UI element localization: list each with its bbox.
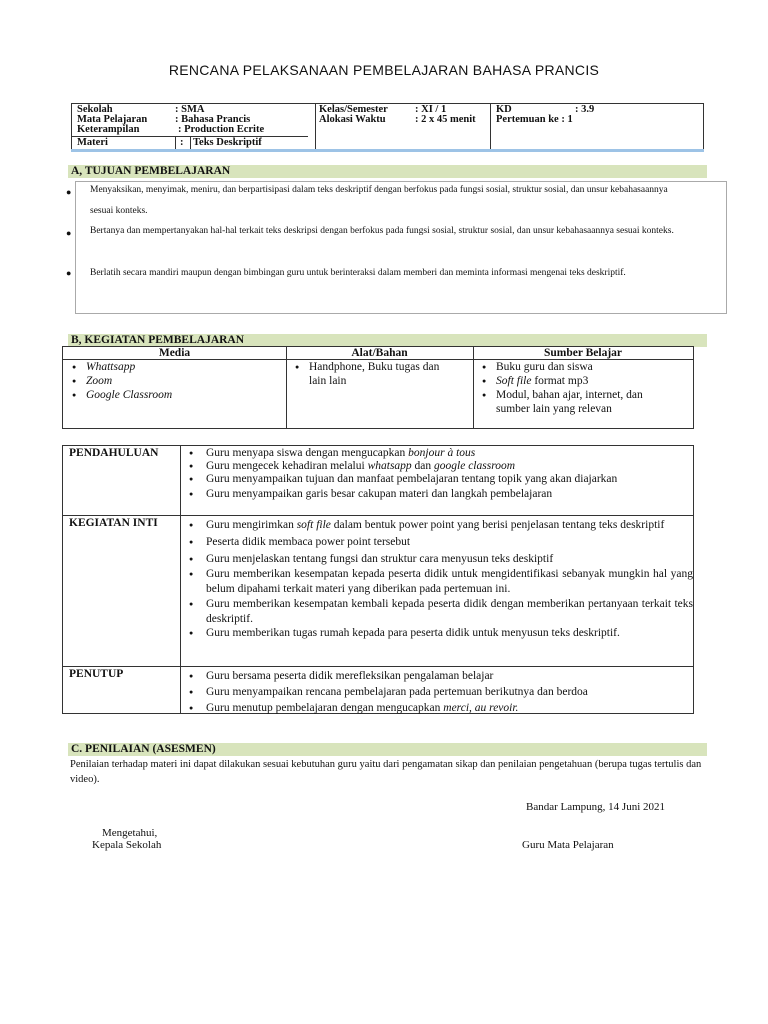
pertemuan-label: Pertemuan ke : 1 — [496, 114, 573, 125]
list-item: ● Buku guru dan siswa — [479, 360, 659, 374]
info-divider — [315, 104, 316, 149]
info-bottom-bar — [71, 149, 704, 152]
materi-colon: : — [180, 137, 184, 148]
sekolah-label: Sekolah — [77, 104, 113, 115]
table-divider — [180, 446, 181, 713]
italic-text: bonjour à tous — [408, 447, 476, 459]
media-list — [69, 360, 279, 402]
col-header-alat: Alat/Bahan — [351, 347, 408, 359]
principal-label: Kepala Sekolah — [92, 839, 162, 851]
list-item: ● Guru menyampaikan tujuan dan manfaat pembelajaran tentang topik yang akan diajarkan — [186, 473, 693, 486]
materi-label: Materi — [77, 137, 108, 148]
italic-text: soft file — [296, 519, 331, 531]
alat-list — [292, 360, 452, 388]
mapel-label: Mata Pelajaran — [77, 114, 148, 125]
bullet-icon: ● — [66, 228, 72, 238]
place-date: Bandar Lampung, 14 Juni 2021 — [526, 801, 666, 813]
teacher-label: Guru Mata Pelajaran — [522, 839, 614, 851]
phase-kegiatan-inti: KEGIATAN INTI — [69, 517, 158, 529]
list-item: ● Modul, bahan ajar, internet, dan sumber lain yang relevan — [479, 388, 659, 416]
text: Guru mengirimkan — [206, 519, 297, 531]
list-item: ● Guru memberikan kesempatan kepada peserta didik untuk mengidentifikasi sebanyak mungkin hal yang belum dipahami terkait materi yang diberikan pada pertemuan ini. — [186, 567, 693, 597]
info-divider — [190, 136, 191, 149]
list-item: ● Zoom — [69, 374, 279, 388]
list-item: ● Guru memberikan tugas rumah kepada para peserta didik untuk menyusun teks deskriptif. — [186, 627, 693, 640]
activities-table — [62, 445, 694, 714]
list-item: ● Google Classroom — [69, 388, 279, 402]
penutup-list — [186, 668, 693, 716]
goal-item: Menyaksikan, menyimak, meniru, dan berpartisipasi dalam teks deskriptif dengan berfokus pada fungsi sosial, struktur sosial, dan unsur kebahasaannya sesuai konteks. — [90, 185, 668, 216]
keterampilan-value: : Production Ecrite — [178, 124, 265, 135]
info-table — [71, 103, 704, 150]
italic-text: google classroom — [434, 460, 516, 472]
alokasi-label: Alokasi Waktu — [319, 114, 386, 125]
media-table — [62, 346, 694, 429]
table-divider — [63, 515, 693, 516]
col-header-sumber: Sumber Belajar — [543, 347, 623, 359]
soft-file-text: Soft file — [496, 375, 532, 387]
list-item — [186, 460, 693, 473]
info-divider — [175, 136, 176, 149]
text: Guru mengecek kehadiran melalui — [206, 460, 368, 472]
bullet-icon: ● — [66, 268, 72, 278]
pendahuluan-list — [186, 447, 693, 501]
kd-value: : 3.9 — [575, 104, 595, 115]
goal-item: Berlatih secara mandiri maupun dengan bimbingan guru untuk berinteraksi dalam memberi dan meminta informasi mengenai teks deskriptif. — [90, 268, 626, 278]
table-divider — [63, 666, 693, 667]
list-item — [479, 374, 659, 388]
kelas-label: Kelas/Semester — [319, 104, 388, 115]
phase-pendahuluan: PENDAHULUAN — [69, 447, 159, 459]
text: Guru menyapa siswa dengan mengucapkan — [206, 447, 409, 459]
alokasi-value: : 2 x 45 menit — [415, 114, 476, 125]
list-item: ● Guru bersama peserta didik merefleksikan pengalaman belajar — [186, 668, 693, 684]
list-item: ● Whattsapp — [69, 360, 279, 374]
col-header-media: Media — [158, 347, 191, 359]
text: dalam bentuk power point yang berisi penjelasan tentang teks deskriptif — [330, 519, 665, 531]
text: dan — [411, 460, 435, 472]
bullet-icon: ● — [66, 187, 72, 197]
kd-label: KD — [496, 104, 512, 115]
list-item: ● Peserta didik membaca power point tersebut — [186, 535, 693, 550]
text: Guru menutup pembelajaran dengan mengucapkan — [206, 702, 444, 714]
italic-text: merci, au revoir. — [443, 702, 519, 714]
goal-item: Bertanya dan mempertanyakan hal-hal terkait teks deskripsi dengan berfokus pada fungsi sosial, struktur sosial, dan unsur kebahasaannya sesuai konteks. — [90, 226, 674, 236]
list-item: ● Guru menyampaikan garis besar cakupan materi dan langkah pembelajaran — [186, 488, 693, 501]
materi-value: Teks Deskriptif — [193, 137, 262, 148]
list-item — [186, 700, 693, 716]
sekolah-value: : SMA — [175, 104, 205, 115]
sumber-list — [479, 360, 659, 416]
mapel-value: : Bahasa Prancis — [175, 114, 251, 125]
inti-list — [186, 518, 693, 640]
list-item: ● Handphone, Buku tugas dan lain lain — [292, 360, 452, 388]
list-item — [186, 447, 693, 460]
list-item — [186, 518, 693, 533]
format-text: format mp3 — [531, 375, 589, 387]
phase-penutup: PENUTUP — [69, 668, 124, 680]
list-item: ● Guru menyampaikan rencana pembelajaran pada pertemuan berikutnya dan berdoa — [186, 684, 693, 700]
table-divider — [473, 347, 474, 428]
table-divider — [286, 347, 287, 428]
assessment-text: Penilaian terhadap materi ini dapat dilakukan sesuai kebutuhan guru yaitu dari pengamatan sikap dan penilaian pengetahuan (berupa tugas tertulis dan video). — [70, 759, 702, 785]
section-a-heading: A, TUJUAN PEMBELAJARAN — [68, 165, 707, 178]
section-b-heading: B, KEGIATAN PEMBELAJARAN — [68, 334, 707, 347]
acknowledged-label: Mengetahui, — [102, 827, 158, 839]
document-title: RENCANA PELAKSANAAN PEMBELAJARAN BAHASA PRANCIS — [168, 62, 600, 78]
keterampilan-label: Keterampilan — [77, 124, 140, 135]
italic-text: whatsapp — [367, 460, 412, 472]
info-divider — [490, 104, 491, 149]
kelas-value: : XI / 1 — [415, 104, 447, 115]
list-item: ● Guru memberikan kesempatan kembali kepada peserta didik dengan memberikan pertanyaan terkait teks deskriptif. — [186, 597, 693, 627]
section-c-heading: C. PENILAIAN (ASESMEN) — [68, 743, 707, 756]
list-item: ● Guru menjelaskan tentang fungsi dan struktur cara menyusun teks deskiptif — [186, 552, 693, 567]
